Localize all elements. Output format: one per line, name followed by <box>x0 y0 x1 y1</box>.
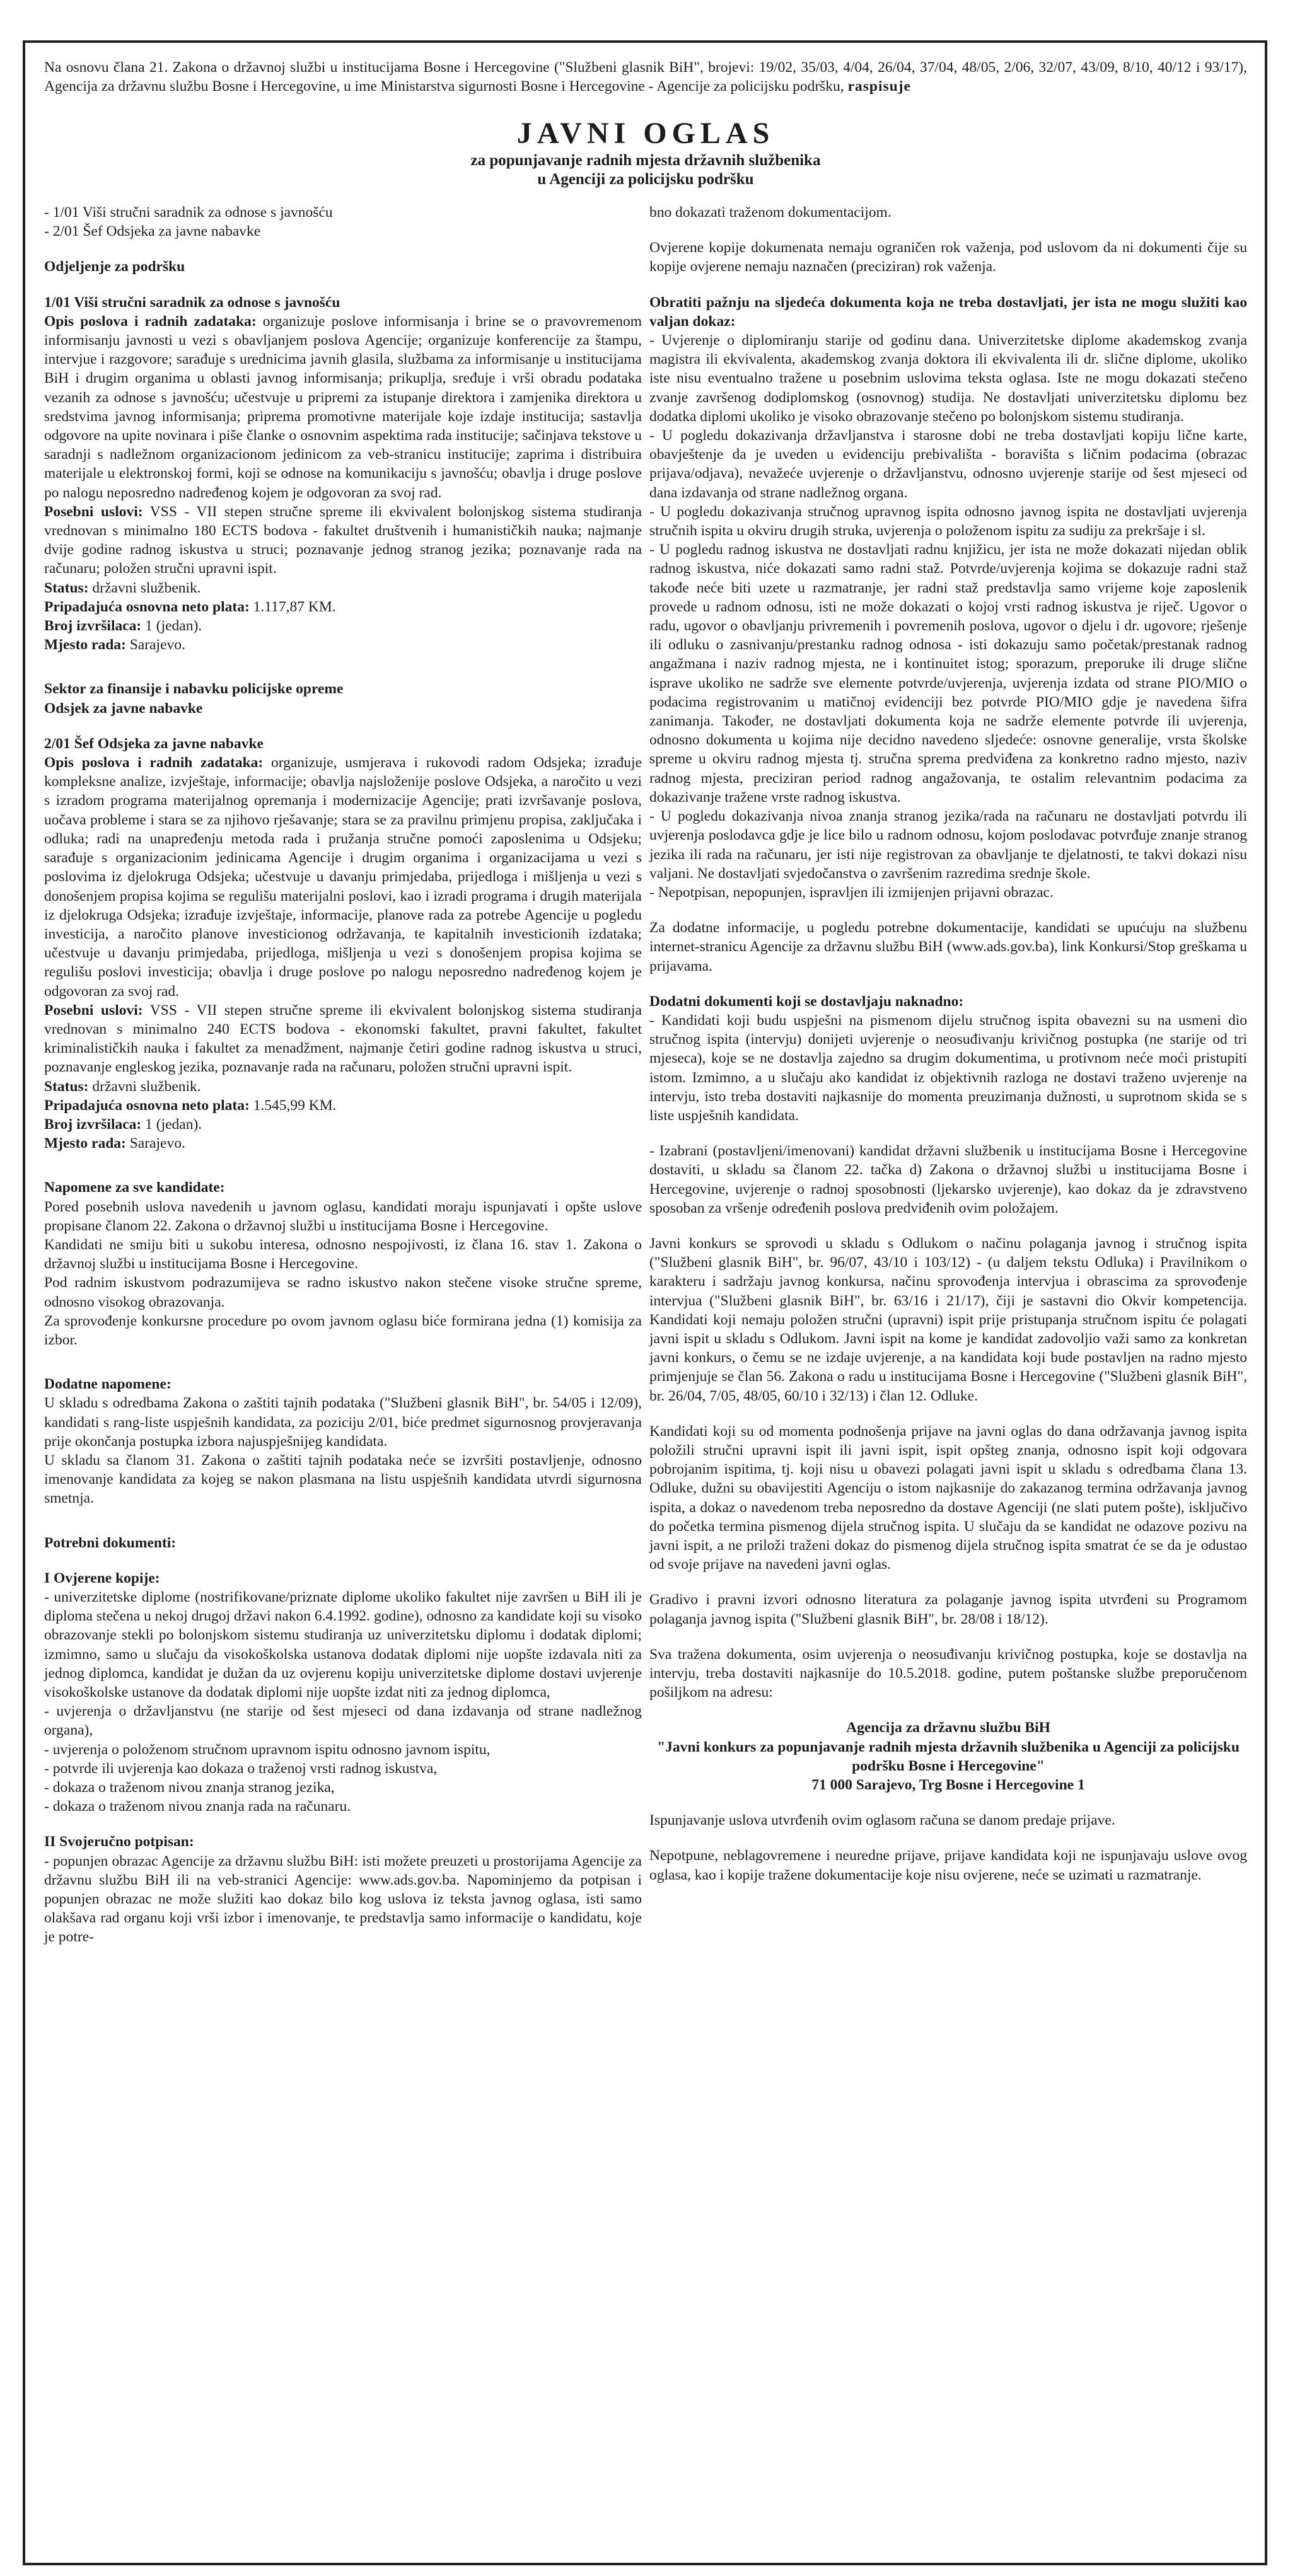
document-item: - popunjen obrazac Agencije za državnu službu BiH: isti možete preuzeti u prostorijama Agencije za državnu službu BiH ili na veb-stranici Agencije: www.ads.gov.ba. Napominjemo da potpisan i popunjen obrazac ne može služiti kao dokaz bilo kog uslova iz teksta javnog oglasa, isti samo olakšava rad organu koji vrši izbor i imenovanje, te predstavlja samo informacije o kandidatu, koje je potre- <box>44 1852 642 1946</box>
department-heading: Odjeljenje za podršku <box>44 258 185 275</box>
documents-heading: Potrebni dokumenti: <box>44 1534 177 1551</box>
certified-copies-heading: I Ovjerene kopije: <box>44 1569 160 1586</box>
notes-paragraph: Kandidati ne smiju biti u sukobu interesa, odnosno nespojivosti, iz člana 16. stav 1. Zakona o državnoj službi u institucijama Bosne i Hercegovine. <box>44 1236 642 1273</box>
left-column <box>44 203 642 1947</box>
position-2-count: Broj izvršilaca: 1 (jedan). <box>44 1116 202 1133</box>
sector-heading: Sektor za finansije i nabavku policijske opreme <box>44 681 344 698</box>
position-1-count: Broj izvršilaca: 1 (jedan). <box>44 618 202 635</box>
later-document-item: - Kandidati koji budu uspješni na pismenom dijelu stručnog ispita obavezni su na usmeni dio stručnog ispita (intervju) donijeti uvjerenje o neosuđivanju krivičnog postupka (ne starije od tri mjeseca), koje se ne dostavlja zajedno sa drugim dokumentima, u protivnom neće moći pristupiti istom. Izmimno, a u slučaju ako kandidat iz objektivnih razloga ne dostavi traženo uvjerenje na intervju, isto treba dostaviti najkasnije do momenta preuzimanja dužnosti, u suprotnom skida se s liste uspješnih kandidata. <box>649 1012 1247 1124</box>
body-paragraph: Kandidati koji su od momenta podnošenja prijave na javni oglas do dana održavanja javnog ispita položili stručni upravni ispit ili javni ispit, ispit opšteg znanja, odnosno ispit koji odgovara pobrojanim ispitima, tj. koji nisu u obavezi polagati javni ispit u skladu s odredbama člana 13. Odluke, dužni su obavijestiti Agenciju o istom najkasnije do zakazanog termina održavanja javnog ispita, a dokaz o navedenom treba neposredno da dostave Agenciji (ne slati putem pošte), isključivo do početka termina pismenog dijela stručnog ispita. U slučaju da se kandidat ne odazove pozivu na javni ispit, a ne priloži traženi dokaz do pismenog dijela stručnog ispita smatrat će se da je odustao od svoje prijave na navedeni javni oglas. <box>649 1423 1247 1573</box>
body-paragraph: Ovjerene kopije dokumenata nemaju ograničen rok važenja, pod uslovom da ni dokumenti čije su kopije ovjerene nemaju naznačen (preciziran) rok važenja. <box>649 240 1247 275</box>
document-item: - potvrde ili uvjerenja kao dokaza o traženoj vrsti radnog iskustva, <box>44 1760 438 1777</box>
body-paragraph: Za dodatne informacije, u pogledu potrebne dokumentacije, kandidati se upućuju na službenu internet-stranicu Agencije za državnu službu BiH (www.ads.gov.ba), link Konkursi/Stop greškama u prijavama. <box>649 920 1247 974</box>
mailing-address-name: Agencija za državnu službu BiH <box>846 1719 1050 1736</box>
warning-item: - Nepotpisan, nepopunjen, ispravljen ili izmijenjen prijavni obrazac. <box>649 884 1054 901</box>
position-2-status: Status: državni službenik. <box>44 1078 201 1095</box>
document-item: - dokaza o traženom nivou znanja stranog jezika, <box>44 1779 335 1796</box>
warning-heading: Obratiti pažnju na sljedeća dokumenta koja ne treba dostavljati, jer ista ne mogu služiti kao valjan dokaz: <box>649 294 1247 330</box>
notes-paragraph: Pored posebnih uslova navedenih u javnom oglasu, kandidati moraju ispunjavati i opšte uslove propisane članom 22. Zakona o državnoj službi u institucijama Bosne i Hercegovine. <box>44 1198 642 1234</box>
position-1-duties: Opis poslova i radnih zadataka: organizuje poslove informisanja i brine se o pravovremenom informisanju javnosti u vezi s obavljanjem poslova Agencije; organizuje konferencije za štampu, intervjue i razgovore; sarađuje s urednicima javnih glasila, službama za informisanje u institucijama BiH i drugim organima u oblasti javnog informisanja; prikuplja, sređuje i vrši obradu podataka vezanih za odnose s javnošću; učestvuje u pripremi za istupanje direktora i zamjenika direktora u sredstvima javnog informisanja; priprema promotivne materijale koje izdaje institucija; sastavlja odgovore na upite novinara i piše članke o osnovnim aspektima rada institucije; sačinjava tekstove u saradnji s nadležnom organizacionom jedinicom za veb-stranicu institucije; zaprima i distribuira materijale u elektronskoj formi, koji se odnose na komunikaciju s javnošću; obavlja i druge poslove po nalogu neposredno nadređenog kojem je odgovoran za svoj rad. <box>44 313 642 501</box>
body-paragraph: Sva tražena dokumenta, osim uvjerenja o neosuđivanju krivičnog postupka, koje se dostavlja na intervju, treba dostaviti najkasnije do 10.5.2018. godine, putem poštanske službe preporučenom pošiljkom na adresu: <box>649 1646 1247 1701</box>
position-list-item: - 2/01 Šef Odsjeka za javne nabavke <box>44 223 261 240</box>
position-1-location: Mjesto rada: Sarajevo. <box>44 637 185 654</box>
document-item: - univerzitetske diplome (nostrifikovane/priznate diplome ukoliko fakultet nije završen u BiH ili je diploma stečena u nekoj drugoj državi nakon 6.4.1992. godine), odnosno za kandidate koji su visoko obrazovanje stekli po bolonjskom sistemu studiranja uz univerzitetsku diplomu i dodatak diplomi; izmimno, samo u slučaju da visokoškolska ustanova dodatak diplomi nije uopšte izdavala niti za jednog diplomca, kandidat je dužan da uz ovjerenu kopiju univerzitetske diplome dostavi uvjerenje visokoškolske ustanove da dodatak diplomi nije uopšte izdat niti za jednog diplomca, <box>44 1589 642 1701</box>
notes-paragraph: Za sprovođenje konkursne procedure po ovom javnom oglasu biće formirana jedna (1) komisija za izbor. <box>44 1312 642 1348</box>
position-1-salary: Pripadajuća osnovna neto plata: 1.117,87 KM. <box>44 598 336 615</box>
position-1-title: 1/01 Viši stručni saradnik za odnose s javnošću <box>44 294 340 311</box>
two-column-body <box>44 203 1247 1947</box>
mailing-address-subject: "Javni konkurs za popunjavanje radnih mjesta državnih službenika u Agenciji za policijsku podršku Bosne i Hercegovine" <box>657 1738 1240 1774</box>
warning-item: - U pogledu radnog iskustva ne dostavljati radnu knjižicu, jer ista ne može dokazati nijedan oblik radnog iskustva, niće dokazati samo radni staž. Potvrde/uvjerenja kojima se dokazuje radni staž takođe neće biti uzete u razmatranje, jer radni staž predstavlja samo vrijeme koje zaposlenik provede u radnom odnosu, isti ne može dokazati o kojoj vrsti radnog iskustva je riječ. Ugovor o radu, ugovor o obavljanju privremenih i povremenih poslova, ugovor o djelu i dr. ugovore; rješenje ili odluku o zasnivanju/prestanku radnog odnosa - isti dokazuju samo početak/prestanak radnog angažmana i naziv radnog mjesta, ne i kontinuitet istog; sporazum, preporuke ili druge slične isprave ukoliko ne sadrže sve elemente potvrde/uvjerenja, uvjerenja izdata od strane PIO/MIO o podacima registrovanim u matičnoj evidenciji bez potvrde PIO/MIO gdje je navedena šifra zanimanja. Također, ne dostavljati dokumenta koja ne sadrže elemente potvrde ili uvjerenja, odnosno dokumenta u kojima nije decidno navedeno sljedeće: osnovne generalije, vrsta školske spreme u okviru radnog mjesta tj. stručna sprema predviđena za konkretno radno mjesto, naziv radnog mjesta, preciziran period radnog angažovanja, te ostalim relevantnim podacima za dokazivanje tražene vrste radnog iskustva. <box>649 541 1247 806</box>
warning-item: - U pogledu dokazivanja državljanstva i starosne dobi ne treba dostavljati kopiju lične karte, obavještenje da je uveden u evidenciju prebivališta - boravišta s ličnim podacima (obrazac prijava/odjava), nevažeće uvjerenje o državljanstvu, odnosno uvjerenje starije od šest mjeseci od dana izdavanja od strane nadležnog organa. <box>649 427 1247 501</box>
position-2-title: 2/01 Šef Odsjeka za javne nabavke <box>44 735 264 752</box>
warning-item: - U pogledu dokazivanja nivoa znanja stranog jezika/rada na računaru ne dostavljati potvrdu ili uvjerenja poslodavca gdje je lice bilo u radnom odnosu, kojom poslodavac potvrđuje znanje stranog jezika ili rada na računaru, jer isti nije registrovan za obavljanje te djelatnosti, te takvi dokazi nisu valjani. Ne dostavljati svjedočanstva o završenim razredima srednje škole. <box>649 808 1247 882</box>
job-announcement <box>23 40 1267 2565</box>
position-1-conditions: Posebni uslovi: VSS - VII stepen stručne spreme ili ekvivalent bolonjskog sistema studiranja vrednovan s minimalno 180 ECTS bodova - fakultet društvenih i humanističkih nauka; najmanje dvije godine radnog iskustva u struci; poznavanje jednog stranog jezika; poznavanje rada na računaru; položen stručni upravni ispit. <box>44 503 642 577</box>
warning-item: - Uvjerenje o diplomiranju starije od godinu dana. Univerzitetske diplome akademskog zvanja magistra ili ekvivalenta, akademskog zvanja doktora ili ekvivalenta ili dr. slične diplome, ukoliko iste nisu eventualno tražene u posebnim uslovima teksta oglasa. Iste ne mogu dokazati stečeno zvanje završenog dodiplomskog (osnovnog) studija. Ne dostavljati univerzitetsku diplomu bez dodatka diplomi ukoliko je visoko obrazovanje stečeno po bolonjskom sistemu studiranja. <box>649 332 1247 425</box>
notes-heading: Napomene za sve kandidate: <box>44 1179 225 1196</box>
raspisuje-word: raspisuje <box>847 78 911 95</box>
intro-text: Na osnovu člana 21. Zakona o državnoj službi u institucijama Bosne i Hercegovine ("Službeni glasnik BiH", brojevi: 19/02, 35/03, 4/04, 26/04, 37/04, 48/05, 2/06, 32/07, 43/09, 8/10, 40/12 i 93/17), Agencija za državnu službu Bosne i Hercegovine, u ime Ministarstva sigurnosti Bosne i Hercegovine - Agencije za policijsku podršku, <box>44 59 1247 95</box>
body-paragraph: Javni konkurs se sprovodi u skladu s Odlukom o načinu polaganja javnog i stručnog ispita ("Službeni glasnik BiH", br. 96/07, 43/10 i 103/12) - (u daljem tekstu Odluka) i Pravilnikom o karakteru i sadržaju javnog konkursa, načinu sprovođenja intervjua i obrascima za sprovođenje intervjua ("Službeni glasnik BiH", br. 63/16 i 21/17), čiji je sastavni dio Okvir kompetencija. Kandidati koji nemaju položen stručni (upravni) ispit prije pristupanja stručnom ispitu će polagati javni ispit u skladu s Odlukom. Javni ispit na kome je kandidat zadovoljio važi samo za konkretan javni konkurs, o čemu se ne izdaje uvjerenje, a na kandidata koji bude postavljen na radno mjesto primjenjuje se član 56. Zakona o radu u institucijama Bosne i Hercegovine ("Službeni glasnik BiH", br. 26/04, 7/05, 48/05, 60/10 i 32/13) i član 12. Odluke. <box>649 1235 1247 1404</box>
body-paragraph: Nepotpune, neblagovremene i neuredne prijave, prijave kandidata koji ne ispunjavaju uslove ovog oglasa, kao i kopije tražene dokumentacije koje nisu ovjerene, neće se uzimati u razmatranje. <box>649 1847 1247 1883</box>
intro-paragraph <box>44 58 1247 96</box>
signed-form-heading: II Svojeručno potpisan: <box>44 1834 194 1851</box>
document-item: - uvjerenja o državljanstvu (ne starije od šest mjeseci od dana izdavanja od strane nadležnog organa), <box>44 1703 642 1739</box>
additional-notes-paragraph: U skladu s odredbama Zakona o zaštiti tajnih podataka ("Službeni glasnik BiH", br. 54/05 i 12/09), kandidati s rang-liste uspješnih kandidata, za poziciju 2/01, biće predmet sigurnosnog provjeravanja prije okončanja postupka izbora najuspješnijeg kandidata. <box>44 1395 642 1450</box>
body-paragraph: bno dokazati traženom dokumentacijom. <box>649 204 892 221</box>
body-paragraph: Gradivo i pravni izvori odnosno literatura za polaganje javnog ispita utvrđeni su Programom polaganja javnog ispita ("Službeni glasnik BiH", br. 28/08 i 18/12). <box>649 1591 1247 1627</box>
position-2-conditions: Posebni uslovi: VSS - VII stepen stručne spreme ili ekvivalent bolonjskog sistema studiranja vrednovan s minimalno 240 ECTS bodova - ekonomski fakultet, pravni fakultet, fakultet kriminalističkih nauka i fakultet za menadžment, najmanje četiri godine radnog iskustva u struci, poznavanje engleskog jezika, poznavanje rada na računaru, položen stručni upravni ispit. <box>44 1002 642 1076</box>
position-2-duties: Opis poslova i radnih zadataka: organizuje, usmjerava i rukovodi radom Odsjeka; izrađuje kompleksne analize, izvještaje, informacije; obavlja najsloženije poslove Odsjeka, a naročito u vezi s izradom programa materijalnog opremanja i modernizacije Agencije; prati izvršavanje poslova, uočava probleme i stara se za njihovo rješavanje; stara se za pravilnu primjenu propisa, zaključaka i odluka; radi na unapređenju metoda rada i pružanja stručne pomoći zaposlenima u Odsjeku; sarađuje s organizacionim jedinicama Agencije i drugim organima i organizacijama u vezi s poslovima iz djelokruga Odsjeka; učestvuje u davanju primjedaba, prijedloga i mišljenja u vezi s donošenjem propisa kojima se regulišu materijalni poslovi, kao i izradi programa i drugih materijala iz djelokruga Odsjeka; izrađuje izvještaje, informacije, planove rada za potrebe Agencije u pogledu investicija, a naročito planove investicionog održavanja, te kapitalnih investicionih izdataka; učestvuje u davanju primjedaba, prijedloga, mišljenja u vezi s donošenjem propisa kojima se regulišu poslovi investicija; obavlja i druge poslove po nalogu neposredno nadređenog kojem je odgovoran za svoj rad. <box>44 754 642 1000</box>
document-item: - uvjerenja o položenom stručnom upravnom ispitu odnosno javnom ispitu, <box>44 1741 491 1758</box>
additional-notes-paragraph: U skladu sa članom 31. Zakona o zaštiti tajnih podataka neće se izvršiti postavljenje, odnosno imenovanje kandidata za kojeg se nakon plasmana na listu uspješnih kandidata utvrdi sigurnosna smetnja. <box>44 1452 642 1507</box>
additional-notes-heading: Dodatne napomene: <box>44 1376 171 1393</box>
mailing-address-street: 71 000 Sarajevo, Trg Bosne i Hercegovine 1 <box>811 1777 1085 1794</box>
position-2-location: Mjesto rada: Sarajevo. <box>44 1135 185 1152</box>
announcement-title: JAVNI OGLAS <box>516 117 775 150</box>
later-document-item: - Izabrani (postavljeni/imenovani) kandidat državni službenik u institucijama Bosne i Hercegovine dostaviti, u skladu sa članom 22. tačka d) Zakona o državnoj službi u institucijama Bosne i Hercegovine, uvjerenje o radnoj sposobnosti (ljekarsko uvjerenje), kao dokaz da je zdravstveno sposoban za vršenje određenih poslova predviđenih ovim položajem. <box>649 1143 1247 1216</box>
warning-item: - U pogledu dokazivanja stručnog upravnog ispita odnosno javnog ispita ne dostavljati uvjerenja stručnih ispita u okviru drugih struka, uvjerenja o položenom ispitu za sudiju za prekršaje i sl. <box>649 503 1247 540</box>
department-heading: Odsjek za javne nabavke <box>44 700 203 717</box>
right-column <box>649 203 1247 1947</box>
announcement-subtitle-1: za popunjavanje radnih mjesta državnih službenika <box>470 152 821 169</box>
notes-paragraph: Pod radnim iskustvom podrazumijeva se radno iskustvo nakon stečene visoke stručne spreme, odnosno visokog obrazovanja. <box>44 1274 642 1310</box>
announcement-subtitle-2: u Agenciji za policijsku podršku <box>537 171 754 188</box>
position-list-item: - 1/01 Viši stručni saradnik za odnose s javnošću <box>44 204 333 221</box>
body-paragraph: Ispunjavanje uslova utvrđenih ovim oglasom računa se danom predaje prijave. <box>649 1812 1115 1829</box>
position-2-salary: Pripadajuća osnovna neto plata: 1.545,99 KM. <box>44 1097 337 1114</box>
document-item: - dokaza o traženom nivou znanja rada na računaru. <box>44 1798 351 1815</box>
position-1-status: Status: državni službenik. <box>44 579 201 596</box>
later-documents-heading: Dodatni dokumenti koji se dostavljaju naknadno: <box>649 993 964 1010</box>
